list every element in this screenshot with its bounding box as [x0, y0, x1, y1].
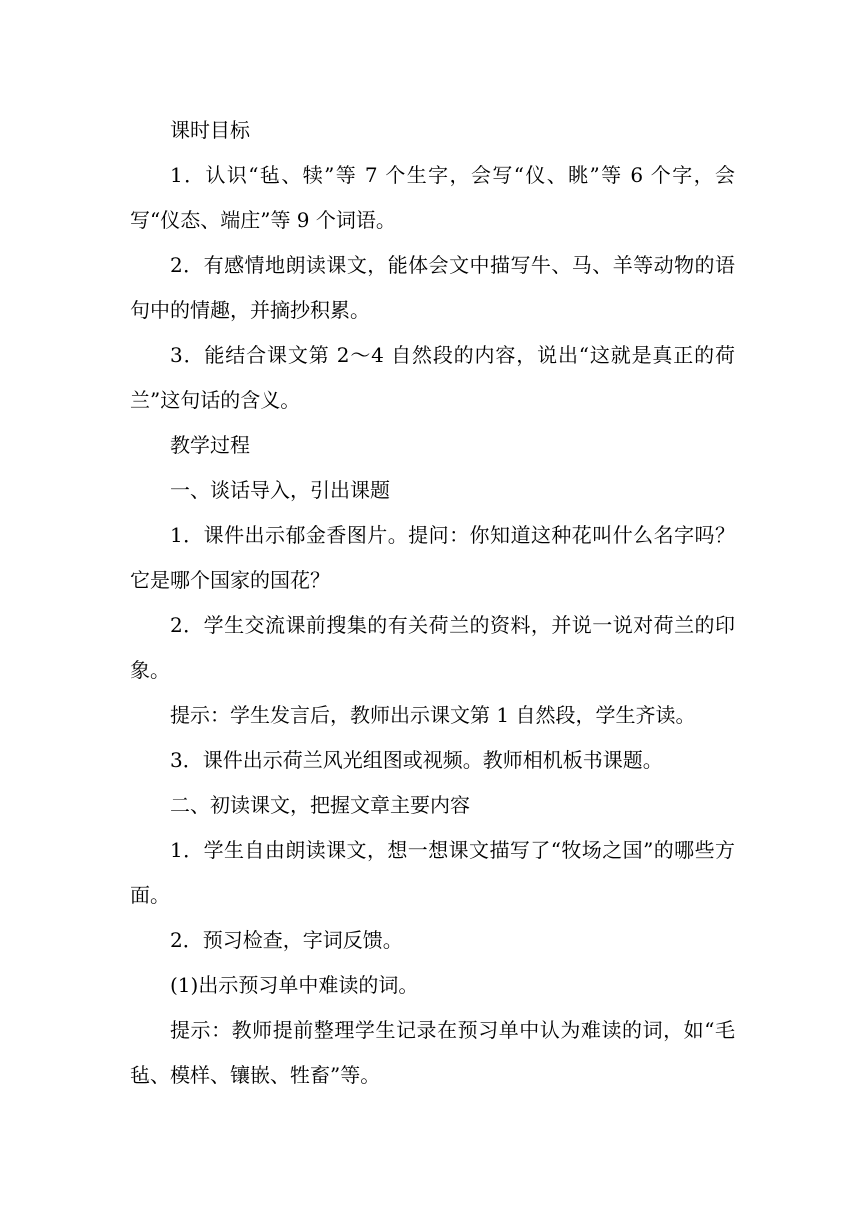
- goal-item-3: 3．能结合课文第 2～4 自然段的内容，说出“这就是真正的荷兰”这句话的含义。: [130, 343, 735, 412]
- step-1-hint: 提示：学生发言后，教师出示课文第 1 自然段，学生齐读。: [170, 703, 696, 727]
- step-1-item-2: 2．学生交流课前搜集的有关荷兰的资料，并说一说对荷兰的印象。: [130, 613, 735, 682]
- step-heading-1: 一、谈话导入，引出课题: [170, 478, 390, 502]
- goal-item-1: 1．认识“毡、犊”等 7 个生字，会写“仪、眺”等 6 个字，会写“仪态、端庄”等 9 个词语。: [130, 163, 735, 232]
- step-2-item-1: 1．学生自由朗读课文，想一想课文描写了“牧场之国”的哪些方面。: [130, 838, 735, 907]
- step-2-item-2: 2．预习检查，字词反馈。: [170, 928, 403, 952]
- document-body: [130, 108, 735, 1098]
- step-heading-2: 二、初读课文，把握文章主要内容: [170, 793, 470, 817]
- section-heading-lesson-goals: 课时目标: [170, 118, 250, 142]
- step-2-subitem-1: (1)出示预习单中难读的词。: [170, 973, 419, 997]
- step-1-item-3: 3．课件出示荷兰风光组图或视频。教师相机板书课题。: [170, 748, 663, 772]
- section-heading-teaching-process: 教学过程: [170, 433, 250, 457]
- step-2-hint: 提示：教师提前整理学生记录在预习单中认为难读的词，如“毛毡、模样、镶嵌、牲畜”等。: [130, 1018, 735, 1087]
- step-1-item-1: 1．课件出示郁金香图片。提问：你知道这种花叫什么名字吗？它是哪个国家的国花？: [130, 523, 735, 592]
- goal-item-2: 2．有感情地朗读课文，能体会文中描写牛、马、羊等动物的语句中的情趣，并摘抄积累。: [130, 253, 735, 322]
